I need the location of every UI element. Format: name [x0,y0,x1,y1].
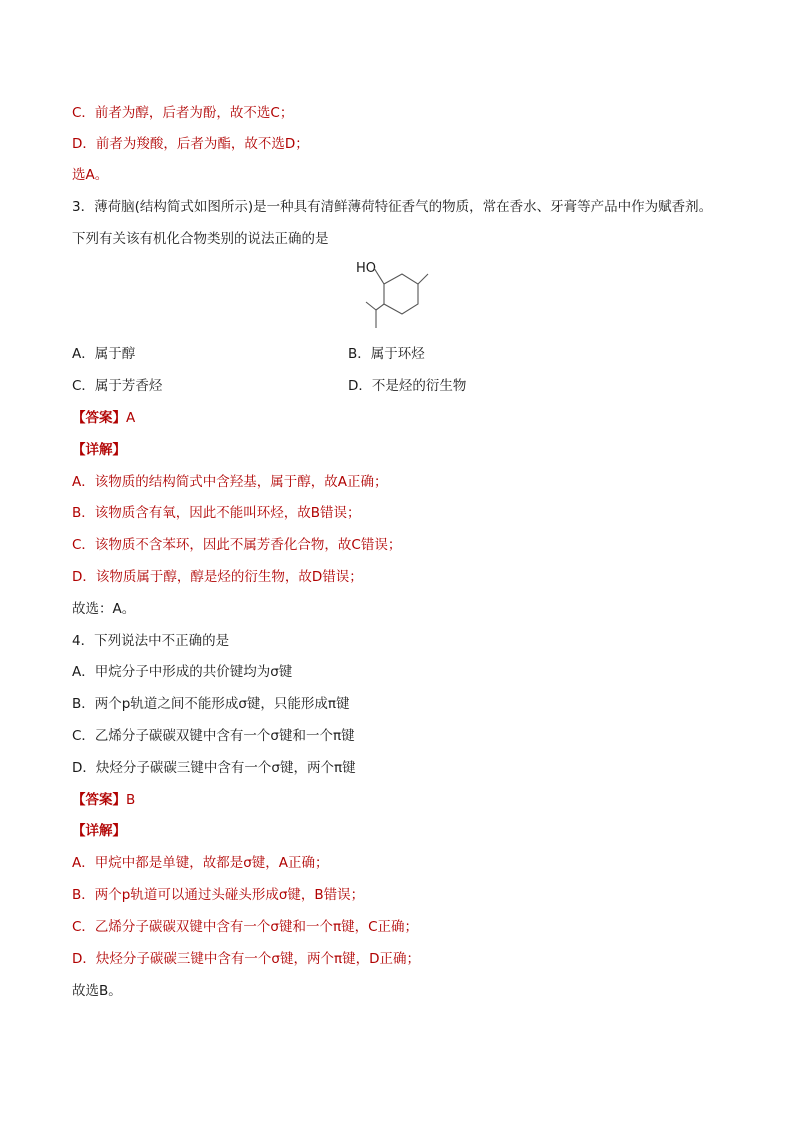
q4-option-c: C．乙烯分子碳碳双键中含有一个σ键和一个π键 [72,728,355,744]
q4-stem: 4．下列说法中不正确的是 [72,633,230,649]
q4-option-d: D．炔烃分子碳碳三键中含有一个σ键，两个π键 [72,760,356,776]
q4-detail-a: A．甲烷中都是单键，故都是σ键，A正确； [72,855,329,871]
q3-answer [72,408,135,428]
q3-option-b: B．属于环烃 [348,346,425,362]
q4-option-a: A．甲烷分子中形成的共价键均为σ键 [72,664,293,680]
q4-detail-c: C．乙烯分子碳碳双键中含有一个σ键和一个π键，C正确； [72,919,419,935]
q3-answer-value: A [126,410,136,426]
q3-option-d: D．不是烃的衍生物 [348,378,467,394]
q4-detail-d: D．炔烃分子碳碳三键中含有一个σ键，两个π键，D正确； [72,951,420,967]
q4-detail-b: B．两个p轨道可以通过头碰头形成σ键，B错误； [72,887,365,903]
q3-conclusion: 故选：A。 [72,601,136,617]
prev-answer-conclusion: 选A。 [72,167,109,183]
hydroxyl-label: HO [356,261,377,276]
q3-option-a: A．属于醇 [72,346,136,362]
q4-detail-tag: 【详解】 [72,823,126,839]
q4-conclusion: 故选B。 [72,983,122,999]
q4-answer [72,790,135,810]
q4-answer-tag: 【答案】 [72,792,126,808]
q4-answer-value: B [126,792,136,808]
q3-detail-tag: 【详解】 [72,442,126,458]
q3-detail-b: B．该物质含有氧，因此不能叫环烃，故B错误； [72,505,361,521]
prev-answer-option-d: D．前者为羧酸，后者为酯，故不选D； [72,136,309,152]
q3-stem-line1: 3．薄荷脑(结构简式如图所示)是一种具有清鲜薄荷特征香气的物质，常在香水、牙膏等产品中作为赋香剂。 [72,199,713,215]
menthol-structure-diagram [354,256,444,336]
q3-detail-c: C．该物质不含苯环，因此不属芳香化合物，故C错误； [72,537,402,553]
prev-answer-option-c: C．前者为醇，后者为酚，故不选C； [72,105,294,121]
q4-option-b: B．两个p轨道之间不能形成σ键，只能形成π键 [72,696,350,712]
q3-answer-tag: 【答案】 [72,410,126,426]
q3-detail-a: A．该物质的结构简式中含羟基，属于醇，故A正确； [72,474,388,490]
q3-detail-d: D．该物质属于醇，醇是烃的衍生物，故D错误； [72,569,363,585]
q3-option-c: C．属于芳香烃 [72,378,163,394]
q3-stem-line2: 下列有关该有机化合物类别的说法正确的是 [72,231,329,247]
